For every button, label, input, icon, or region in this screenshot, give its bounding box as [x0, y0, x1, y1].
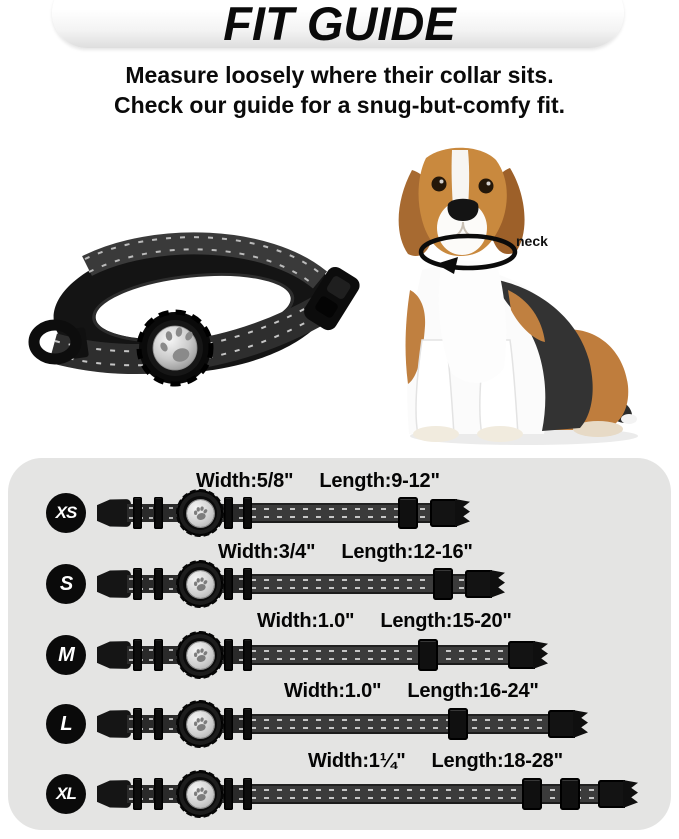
- collar-graphic: [97, 633, 548, 677]
- adjuster: [433, 568, 453, 600]
- paw-icon: [193, 717, 208, 732]
- buckle-right-icon: [623, 780, 638, 808]
- paw-icon: [193, 577, 208, 592]
- size-badge-label: S: [59, 572, 73, 595]
- size-badge: [46, 704, 86, 744]
- buckle-left-icon: [97, 570, 131, 598]
- adjuster: [522, 778, 542, 810]
- width-label: Width:1.0": [284, 680, 382, 702]
- neck-label: neck: [516, 233, 548, 249]
- dog-photo: [392, 142, 664, 447]
- size-badge-label: L: [60, 712, 72, 735]
- adjuster: [398, 497, 418, 529]
- airtag-holder-icon: [179, 634, 221, 676]
- buckle-right-icon: [455, 499, 470, 527]
- size-badge: [46, 635, 86, 675]
- width-label: Width:1¼": [308, 750, 406, 772]
- length-label: Length:12-16": [341, 541, 473, 563]
- page-title: FIT GUIDE: [223, 0, 456, 50]
- size-badge-label: M: [58, 643, 74, 666]
- buckle-left-icon: [97, 499, 131, 527]
- subtitle-line-2: Check our guide for a snug-but-comfy fit.: [113, 92, 566, 118]
- size-badge-label: XS: [55, 503, 77, 522]
- adjuster: [418, 639, 438, 671]
- collar-graphic: [97, 772, 638, 816]
- length-label: Length:18-28": [431, 750, 563, 772]
- size-guide-panel: [8, 458, 671, 830]
- airtag-holder-icon: [179, 492, 221, 534]
- collar-product-photo: [25, 224, 365, 439]
- airtag-holder-icon: [139, 312, 211, 384]
- collar-graphic: [97, 562, 505, 606]
- length-label: Length:16-24": [407, 680, 539, 702]
- airtag-holder-icon: [179, 563, 221, 605]
- dog-nose: [448, 199, 479, 221]
- size-badge: [46, 774, 86, 814]
- adjuster: [448, 708, 468, 740]
- adjuster: [560, 778, 580, 810]
- buckle-left-icon: [97, 780, 131, 808]
- buckle-left-icon: [97, 641, 131, 669]
- size-badge: [46, 493, 86, 533]
- strap: [249, 784, 604, 804]
- length-label: Length:9-12": [319, 470, 440, 492]
- buckle-right-icon: [490, 570, 505, 598]
- strap: [249, 714, 554, 734]
- collar-graphic: [97, 702, 588, 746]
- airtag-holder-icon: [179, 773, 221, 815]
- width-label: Width:1.0": [257, 610, 355, 632]
- width-label: Width:5/8": [196, 470, 294, 492]
- buckle-right-icon: [573, 710, 588, 738]
- strap: [249, 645, 514, 665]
- paw-icon: [193, 506, 208, 521]
- size-badge: [46, 564, 86, 604]
- size-badge-label: XL: [56, 784, 76, 803]
- length-label: Length:15-20": [380, 610, 512, 632]
- paw-icon: [193, 648, 208, 663]
- subtitle-line-1: Measure loosely where their collar sits.: [125, 62, 554, 88]
- paw-icon: [193, 787, 208, 802]
- buckle-right-icon: [533, 641, 548, 669]
- width-label: Width:3/4": [218, 541, 316, 563]
- buckle-left-icon: [97, 710, 131, 738]
- collar-graphic: [97, 491, 470, 535]
- airtag-holder-icon: [179, 703, 221, 745]
